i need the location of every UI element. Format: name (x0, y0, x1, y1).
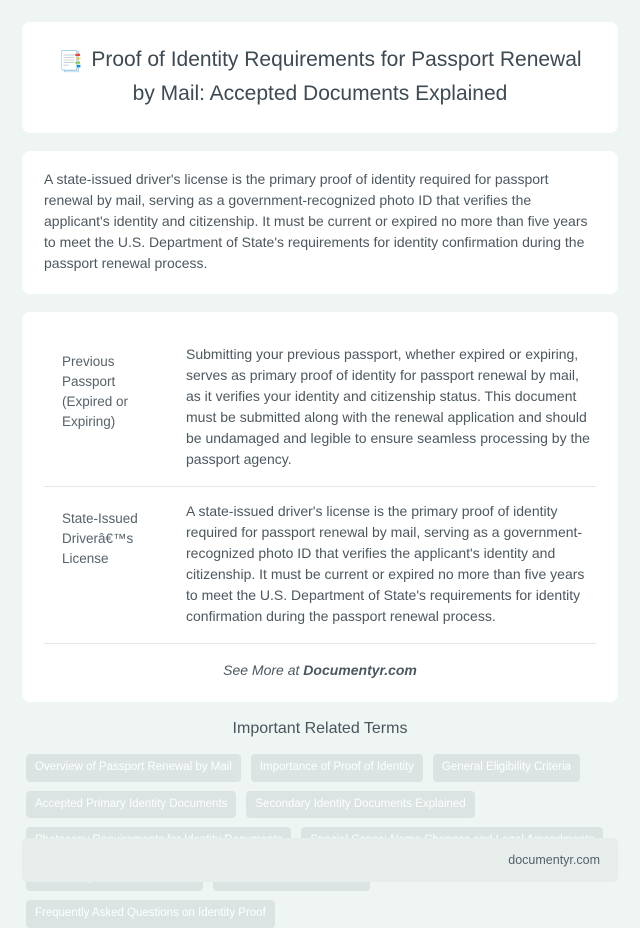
related-terms-heading: Important Related Terms (232, 720, 408, 737)
footer-site-name: documentyr.com (508, 853, 600, 867)
title-card (22, 22, 618, 133)
page-title (48, 44, 592, 109)
summary-text: A state-issued driver's license is the primary proof of identity required for passport renewal by mail, serving as a government-recognized photo ID that verifies the applicant's identity and citizenship. It must be current or expired no more than five years to meet the U.S. Department of State's requirements for identity confirmation during the passport renewal process. (44, 171, 588, 271)
footer-bar (22, 838, 618, 882)
see-more-prefix: See More at (223, 662, 304, 678)
table-cell-term: State-Issued Driverâ€™s License (44, 487, 172, 644)
summary-card (22, 151, 618, 294)
related-term-chip[interactable]: Accepted Primary Identity Documents (26, 791, 236, 819)
document-icon: 📑 (58, 51, 84, 73)
table-row (44, 330, 596, 487)
related-term-chip[interactable]: Importance of Proof of Identity (251, 754, 423, 782)
definitions-card (22, 312, 618, 702)
definitions-table (44, 330, 596, 644)
page-title-text: Proof of Identity Requirements for Passport Renewal by Mail: Accepted Documents Explained (91, 48, 582, 105)
see-more-link[interactable]: Documentyr.com (303, 662, 417, 678)
related-term-chip[interactable]: Overview of Passport Renewal by Mail (26, 754, 241, 782)
related-term-chip[interactable]: General Eligibility Criteria (433, 754, 580, 782)
table-cell-description: A state-issued driver's license is the primary proof of identity required for passport renewal by mail, serving as a government-recognized photo ID that verifies the applicant's identity and citizenship. It must be current or expired no more than five years to meet the U.S. Department of State's requirements for identity confirmation during the passport renewal process. (172, 487, 596, 644)
table-cell-term: Previous Passport (Expired or Expiring) (44, 330, 172, 487)
see-more (44, 644, 596, 694)
related-term-chip[interactable]: Frequently Asked Questions on Identity Proof (26, 900, 275, 928)
related-term-chip[interactable]: Secondary Identity Documents Explained (246, 791, 474, 819)
table-row (44, 487, 596, 644)
table-cell-description: Submitting your previous passport, whether expired or expiring, serves as primary proof of identity for passport renewal by mail, as it verifies your identity and citizenship status. This document must be submitted along with the renewal application and should be undamaged and legible to ensure seamless processing by the passport agency. (172, 330, 596, 487)
